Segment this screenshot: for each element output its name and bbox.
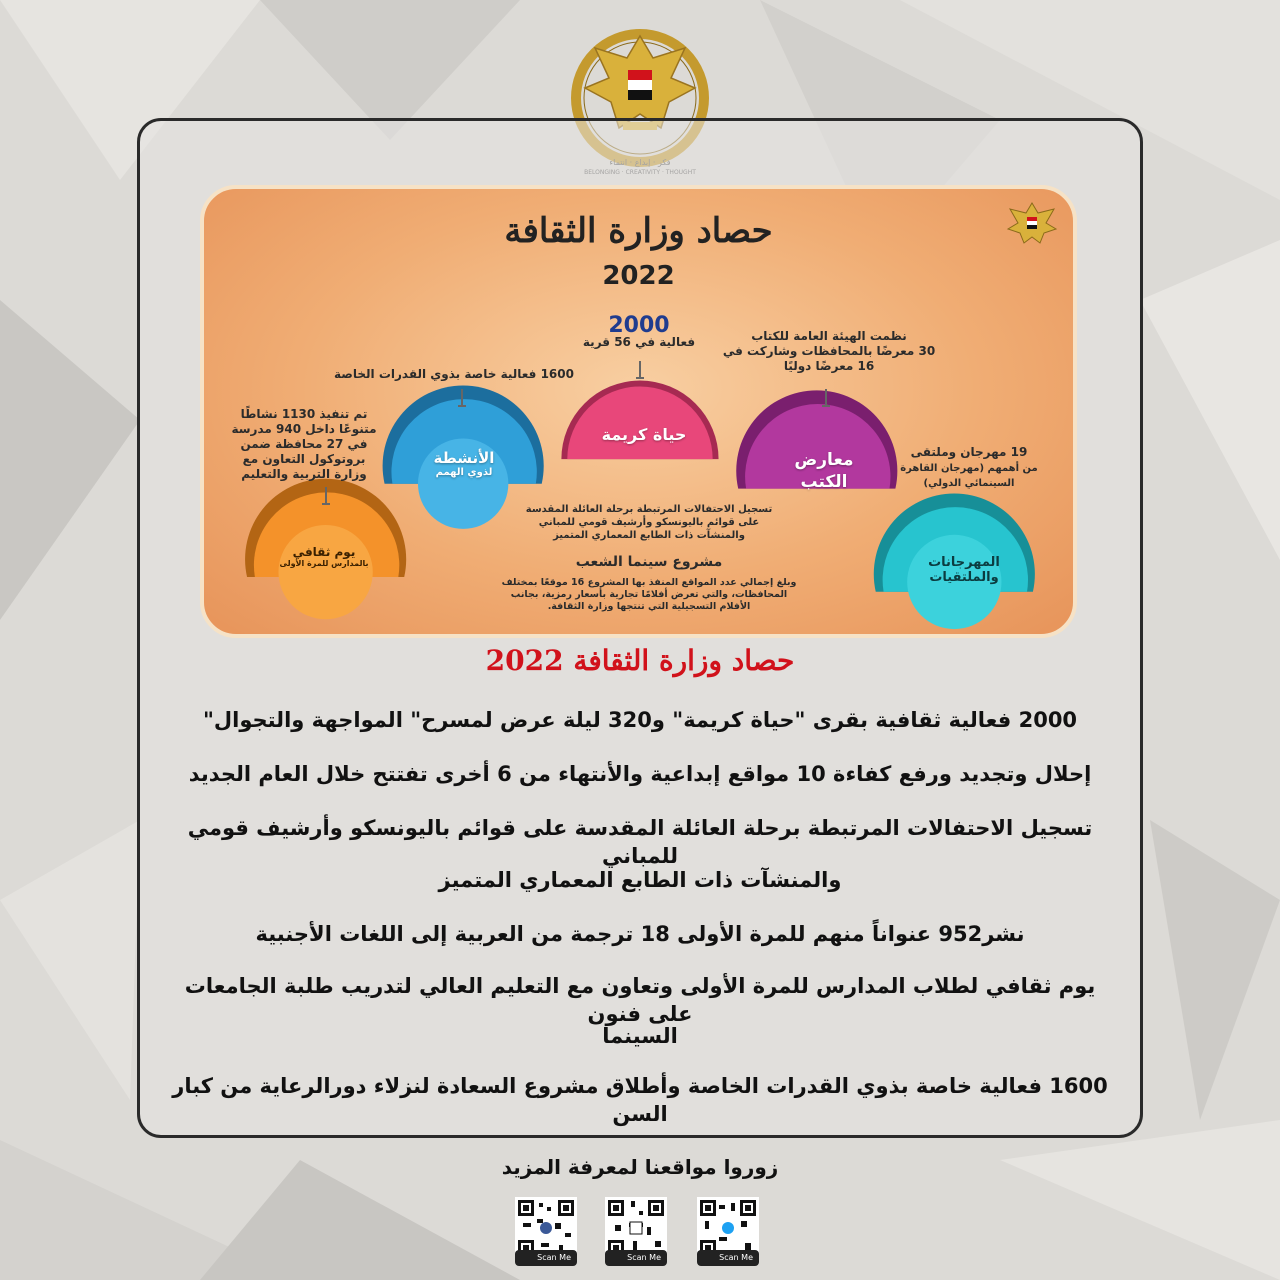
infographic-panel (200, 185, 1077, 638)
article-line-6: يوم ثقافي لطلاب المدارس للمرة الأولى وتعاون مع التعليم العالي لتدريب طلبة الجامعات على فنون (184, 974, 1096, 1026)
scan-me-label-1: Scan Me (515, 1250, 577, 1266)
circle-festivals: المهرجانات والملتقيات (928, 555, 1000, 585)
footer-title: زوروا مواقعنا لمعرفة المزيد (501, 1155, 779, 1179)
article-line-1: 2000 فعالية ثقافية بقرى "حياة كريمة" و320 ليلة عرض لمسرح" المواجهة والتجوال" (202, 708, 1078, 732)
scan-me-label-3: Scan Me (697, 1250, 759, 1266)
article-headline: حصاد وزارة الثقافة 2022 (485, 644, 795, 677)
connector-center (636, 361, 644, 379)
book-authority-fact: نظمت الهيئة العامة للكتاب 30 معرضًا بالمحافظات وشاركت في 16 معرضًا دوليًا (722, 329, 936, 373)
connector-bottom-left (322, 487, 330, 505)
scan-me-label-2: Scan Me (605, 1250, 667, 1266)
connector-left (458, 389, 466, 407)
website-icon (630, 1222, 642, 1234)
facebook-icon (540, 1222, 552, 1234)
center-big-number: 2000 (608, 313, 670, 338)
article-line-3: تسجيل الاحتفالات المرتبطة برحلة العائلة المقدسة على قوائم باليونسكو وأرشيف قومي للمباني (187, 816, 1093, 868)
circle-culture-day: يوم ثقافي بالمدارس للمرة الأولى (279, 545, 369, 568)
circle-books: معارض الكتب (794, 450, 854, 492)
festivals-fact: 19 مهرجان وملتقى من أهمهم (مهرجان القاهرة السينمائي الدولي) (900, 445, 1038, 489)
article-line-8: 1600 فعالية خاصة بذوي القدرات الخاصة وأطلاق مشروع السعادة لنزلاء دورالرعاية من كبار السن (172, 1074, 1108, 1126)
connector-right (822, 389, 830, 407)
article-line-4: والمنشآت ذات الطابع المعماري المتميز (438, 868, 842, 892)
article-line-7: السينما (602, 1024, 678, 1048)
circle-karima: حياة كريمة (601, 425, 687, 444)
circle-activities: الأنشطة لذوي الهمم (433, 449, 495, 478)
infographic-year: 2022 (602, 261, 675, 291)
activities-fact: تم تنفيذ 1130 نشاطًا متنوعًا داخل 940 مدرسة في 27 محافظة ضمن بروتوكول التعاون مع وزارة التربية والتعليم (231, 407, 377, 481)
special-needs-fact: 1600 فعالية خاصة بذوي القدرات الخاصة (334, 367, 574, 381)
infographic-title: حصاد وزارة الثقافة (504, 211, 773, 251)
article-line-2: إحلال وتجديد ورفع كفاءة 10 مواقع إبداعية والأنتهاء من 6 أخرى تفتتح خلال العام الجديد (188, 762, 1092, 786)
cinema-text: وبلغ إجمالي عدد المواقع المنفذ بها المشروع 16 موقعًا بمختلف المحافظات، والتي تعرض أفلامًا تجارية بأسعار رمزية، بجانب الأفلام التسجيلية التي تنتجها وزارة الثقافة. (501, 577, 797, 612)
article-line-5: نشر952 عنواناً منهم للمرة الأولى 18 ترجمة من العربية إلى اللغات الأجنبية (255, 922, 1025, 946)
cinema-title: مشروع سينما الشعب (575, 554, 723, 570)
twitter-icon (722, 1222, 734, 1234)
holy-family-fact: تسجيل الاحتفالات المرتبطة برحلة العائلة المقدسة على قوائم باليونسكو وأرشيف قومي للمباني والمنشآت ذات الطابع المعماري المتميز (525, 504, 773, 541)
center-fact: فعالية في 56 قرية (582, 335, 696, 349)
